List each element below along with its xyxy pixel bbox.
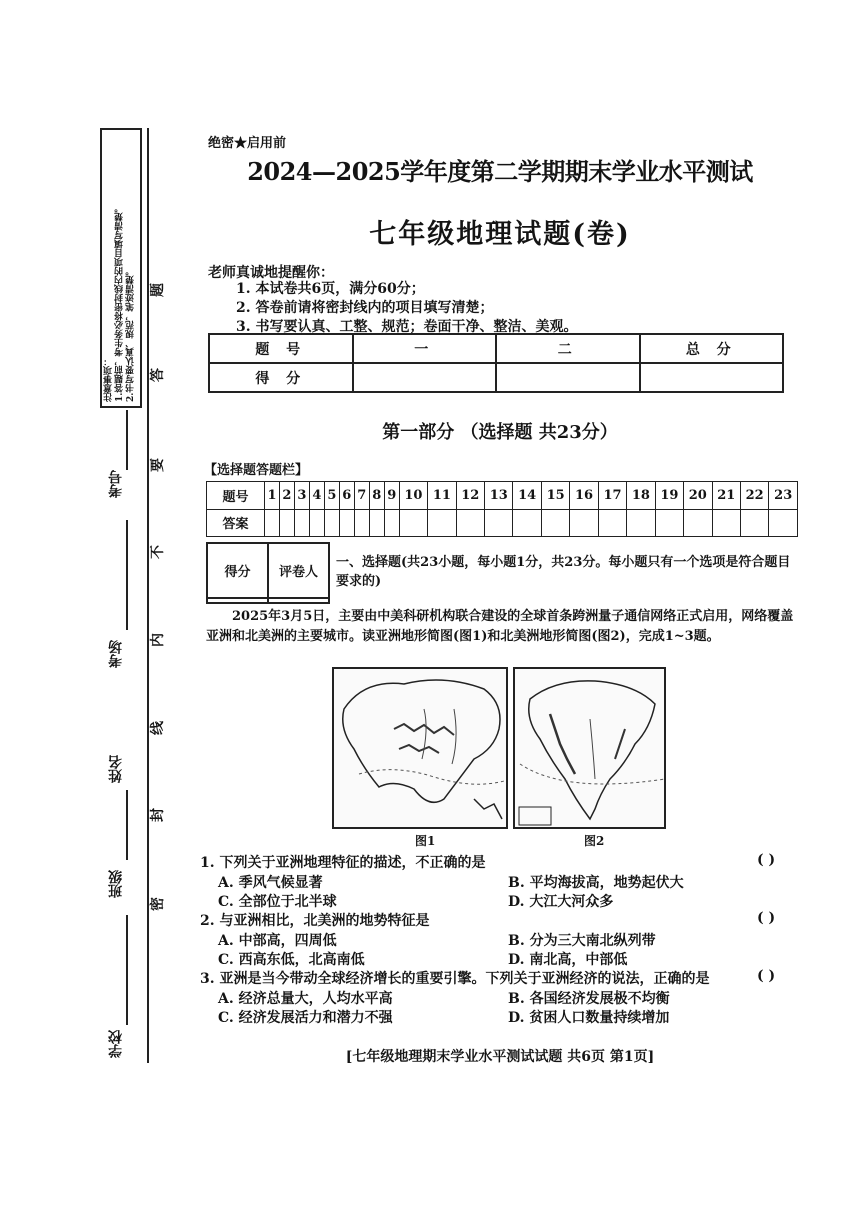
question-1-option-b: B. 平均海拔高，地势起伏大 (508, 875, 684, 891)
question-3-option-b: B. 各国经济发展极不均衡 (508, 991, 670, 1007)
answer-cell[interactable] (309, 509, 324, 537)
answer-cell[interactable] (324, 509, 339, 537)
reminder-list (236, 280, 578, 337)
exam-room-field[interactable]: 考场 (108, 640, 124, 668)
score-header-cell: 二 (496, 334, 640, 363)
question-number-cell: 2 (279, 482, 294, 510)
question-number-cell: 12 (456, 482, 484, 510)
answer-cell[interactable] (655, 509, 683, 537)
seal-char: 不 (150, 545, 166, 559)
question-1-option-a: A. 季风气候显著 (218, 875, 323, 891)
question-number-cell: 5 (324, 482, 339, 510)
question-3-option-a: A. 经济总量大，人均水平高 (218, 991, 393, 1007)
answer-cell[interactable] (598, 509, 626, 537)
question-1-option-c: C. 全部位于北半球 (218, 894, 337, 910)
reminder-heading: 老师真诚地提醒你： (208, 265, 334, 281)
answer-cell[interactable] (456, 509, 484, 537)
answer-label: 答案 (207, 509, 265, 537)
grader-table (206, 542, 330, 604)
answer-cell[interactable] (684, 509, 712, 537)
question-1-stem: 1. 下列关于亚洲地理特征的描述，不正确的是 (200, 855, 486, 871)
grader-name-cell[interactable] (268, 598, 329, 603)
score-header-cell: 总 分 (640, 334, 784, 363)
name-line (126, 790, 128, 860)
grader-name-label: 评卷人 (268, 543, 329, 598)
question-2-option-a: A. 中部高，四周低 (218, 933, 337, 949)
question-3-option-c: C. 经济发展活力和潜力不强 (218, 1010, 393, 1026)
school-field[interactable]: 学校 (108, 1030, 124, 1058)
north-america-map-graphic (515, 669, 666, 829)
seal-chars (150, 270, 168, 910)
exam-number-line (126, 410, 128, 470)
question-number-cell: 9 (384, 482, 399, 510)
score-cell[interactable] (353, 363, 497, 392)
number-label: 题号 (207, 482, 265, 510)
answer-cell[interactable] (570, 509, 598, 537)
question-number-cell: 13 (485, 482, 513, 510)
question-number-cell: 16 (570, 482, 598, 510)
question-number-cell: 8 (369, 482, 384, 510)
question-2-answer-blank[interactable]: ( ) (757, 910, 776, 926)
class-line (126, 915, 128, 1025)
exam-subtitle: 七年级地理试题(卷) (369, 219, 631, 250)
question-number-cell: 6 (339, 482, 354, 510)
question-number-cell: 21 (712, 482, 740, 510)
question-3-option-d: D. 贫困人口数量持续增加 (508, 1010, 670, 1026)
answer-cell[interactable] (399, 509, 427, 537)
question-number-cell: 14 (513, 482, 541, 510)
asia-terrain-map (332, 667, 508, 829)
fig2-caption: 图2 (584, 834, 605, 848)
score-cell[interactable] (640, 363, 784, 392)
exam-room-line (126, 520, 128, 630)
seal-char: 答 (150, 368, 166, 382)
answer-cell[interactable] (712, 509, 740, 537)
grader-score-label: 得分 (207, 543, 268, 598)
score-header-cell: 一 (353, 334, 497, 363)
page-footer: [七年级地理期末学业水平测试试题 共6页 第1页] (345, 1049, 655, 1065)
answer-sheet-table (206, 481, 798, 537)
seal-line (147, 128, 149, 1063)
question-number-cell: 18 (627, 482, 655, 510)
seal-char: 封 (150, 808, 166, 822)
answer-cell[interactable] (294, 509, 309, 537)
question-number-cell: 1 (265, 482, 280, 510)
seal-char: 要 (150, 458, 166, 472)
class-field[interactable]: 班级 (108, 870, 124, 898)
exam-title: 2024—2025学年度第二学期期末学业水平测试 (247, 157, 753, 186)
question-number-cell: 19 (655, 482, 683, 510)
fig1-caption: 图1 (415, 834, 436, 848)
answer-cell[interactable] (428, 509, 456, 537)
seal-char: 题 (150, 283, 166, 297)
question-2-option-d: D. 南北高，中部低 (508, 952, 628, 968)
question-number-cell: 11 (428, 482, 456, 510)
question-number-cell: 22 (740, 482, 768, 510)
score-cell[interactable] (496, 363, 640, 392)
question-number-cell: 10 (399, 482, 427, 510)
answer-cell[interactable] (265, 509, 280, 537)
question-2-option-c: C. 西高东低，北高南低 (218, 952, 365, 968)
answer-cell[interactable] (339, 509, 354, 537)
question-3-stem: 3. 亚洲是当今带动全球经济增长的重要引擎。下列关于亚洲经济的说法，正确的是 (200, 971, 710, 987)
answer-cell[interactable] (354, 509, 369, 537)
seal-char: 密 (150, 897, 166, 911)
question-number-cell: 20 (684, 482, 712, 510)
notice-text: 注意事项： 1.答题前，考生务必将密封线内的项目填写清楚。 2.书写要认真、规范，笔迹清楚。 (104, 203, 136, 402)
section-title: 第一部分 （选择题 共23分） (382, 422, 618, 443)
answer-cell[interactable] (384, 509, 399, 537)
question-number-cell: 15 (541, 482, 569, 510)
question-2-stem: 2. 与亚洲相比，北美洲的地势特征是 (200, 913, 430, 929)
question-3-answer-blank[interactable]: ( ) (757, 968, 776, 984)
score-label-cell: 得 分 (209, 363, 353, 392)
secret-mark: 绝密★启用前 (208, 136, 287, 151)
question-number-cell: 3 (294, 482, 309, 510)
score-header-cell: 题 号 (209, 334, 353, 363)
question-number-cell: 4 (309, 482, 324, 510)
answer-cell[interactable] (513, 509, 541, 537)
answer-cell[interactable] (769, 509, 798, 537)
reminder-item: 2. 答卷前请将密封线内的项目填写清楚； (236, 300, 494, 316)
question-number-cell: 23 (769, 482, 798, 510)
question-1-answer-blank[interactable]: ( ) (757, 852, 776, 868)
north-america-terrain-map (513, 667, 666, 829)
reading-passage: 2025年3月5日，主要由中美科研机构联合建设的全球首条跨洲量子通信网络正式启用，网络覆盖亚洲和北美洲的主要城市。读亚洲地形简图(图1)和北美洲地形简图(图2)，完成1~3题。 (206, 609, 794, 644)
asia-map-graphic (334, 669, 508, 829)
answer-cell[interactable] (627, 509, 655, 537)
question-1-option-d: D. 大江大河众多 (508, 894, 614, 910)
question-number-cell: 7 (354, 482, 369, 510)
question-2-option-b: B. 分为三大南北纵列带 (508, 933, 656, 949)
answer-cell[interactable] (279, 509, 294, 537)
name-field[interactable]: 姓名 (108, 755, 124, 783)
reminder-item: 3. 书写要认真、工整、规范；卷面干净、整洁、美观。 (236, 319, 578, 335)
seal-char: 线 (150, 721, 166, 735)
answer-cell[interactable] (541, 509, 569, 537)
answer-cell[interactable] (740, 509, 768, 537)
answer-cell[interactable] (485, 509, 513, 537)
grader-score-cell[interactable] (207, 598, 268, 603)
reminder-item: 1. 本试卷共6页，满分60分； (236, 281, 425, 297)
answer-sheet-heading: 【选择题答题栏】 (204, 463, 309, 478)
question-number-cell: 17 (598, 482, 626, 510)
seal-char: 内 (150, 633, 166, 647)
mc-instructions: 一、选择题(共23小题，每小题1分，共23分。每小题只有一个选项是符合题目要求的) (336, 555, 791, 589)
exam-number-field[interactable]: 考号 (108, 470, 124, 498)
score-table (208, 333, 784, 393)
answer-cell[interactable] (369, 509, 384, 537)
